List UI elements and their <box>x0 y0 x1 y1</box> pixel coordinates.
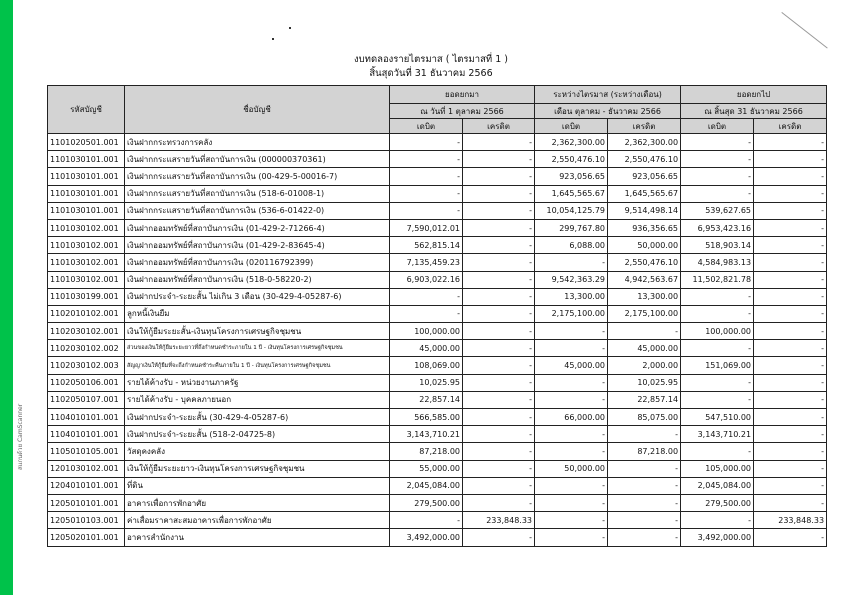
scanner-watermark: สแกนด้วย CamScanner <box>17 403 24 470</box>
cell-opening-credit: - <box>463 202 535 219</box>
cell-closing-credit: - <box>754 391 827 408</box>
cell-account-code: 1102010102.001 <box>48 305 125 322</box>
cell-opening-credit: - <box>463 529 535 546</box>
cell-account-code: 1101030102.001 <box>48 219 125 236</box>
cell-account-name: สัญญาเงินให้กู้ยืมที่จะถึงกำหนดชำระคืนภายใน 1 ปี - เงินทุนโครงการเศรษฐกิจชุมชน <box>125 357 390 374</box>
scan-speck <box>289 27 291 29</box>
cell-opening-debit: 3,143,710.21 <box>390 426 463 443</box>
cell-account-name: เงินฝากประจำ-ระยะสั้น (30-429-4-05287-6) <box>125 409 390 426</box>
cell-opening-credit: - <box>463 409 535 426</box>
cell-opening-debit: - <box>390 202 463 219</box>
cell-opening-credit: - <box>463 168 535 185</box>
header-closing: ยอดยกไป <box>681 86 827 104</box>
cell-account-code: 1201030102.001 <box>48 460 125 477</box>
cell-closing-credit: 233,848.33 <box>754 512 827 529</box>
cell-period-credit: - <box>608 323 681 340</box>
cell-opening-credit: - <box>463 391 535 408</box>
cell-account-name: ที่ดิน <box>125 477 390 494</box>
cell-opening-credit: - <box>463 374 535 391</box>
cell-account-code: 1101030101.001 <box>48 151 125 168</box>
cell-account-name: เงินฝากกระแสรายวันที่สถาบันการเงิน (536-6-01422-0) <box>125 202 390 219</box>
cell-closing-debit: - <box>681 134 754 151</box>
cell-opening-credit: - <box>463 134 535 151</box>
cell-closing-debit: 105,000.00 <box>681 460 754 477</box>
cell-account-code: 1102030102.002 <box>48 340 125 357</box>
report-title: งบทดลองรายไตรมาส ( ไตรมาสที่ 1 ) <box>354 54 508 65</box>
cell-account-name: รายได้ค้างรับ - หน่วยงานภาครัฐ <box>125 374 390 391</box>
cell-period-credit: 2,175,100.00 <box>608 305 681 322</box>
cell-opening-debit: 3,492,000.00 <box>390 529 463 546</box>
cell-period-debit: 13,300.00 <box>535 288 608 305</box>
header-opening-date: ณ วันที่ 1 ตุลาคม 2566 <box>390 104 535 119</box>
cell-period-credit: - <box>608 460 681 477</box>
cell-period-debit: 66,000.00 <box>535 409 608 426</box>
cell-opening-debit: 566,585.00 <box>390 409 463 426</box>
cell-account-name: วัสดุคงคลัง <box>125 443 390 460</box>
cell-opening-debit: 6,903,022.16 <box>390 271 463 288</box>
trial-balance-table <box>47 85 827 547</box>
cell-opening-debit: - <box>390 151 463 168</box>
cell-period-debit: 923,056.65 <box>535 168 608 185</box>
cell-closing-credit: - <box>754 254 827 271</box>
header-account-code: รหัสบัญชี <box>48 86 125 134</box>
cell-account-code: 1101030102.001 <box>48 254 125 271</box>
cell-opening-debit: 87,218.00 <box>390 443 463 460</box>
cell-period-debit: - <box>535 443 608 460</box>
header-period-range: เดือน ตุลาคม - ธันวาคม 2566 <box>535 104 681 119</box>
cell-closing-credit: - <box>754 134 827 151</box>
cell-opening-debit: 562,815.14 <box>390 237 463 254</box>
cell-closing-debit: 151,069.00 <box>681 357 754 374</box>
cell-period-credit: 1,645,565.67 <box>608 185 681 202</box>
cell-opening-credit: 233,848.33 <box>463 512 535 529</box>
cell-closing-debit: 4,584,983.13 <box>681 254 754 271</box>
cell-period-credit: 4,942,563.67 <box>608 271 681 288</box>
table-row <box>48 426 827 443</box>
header-opening: ยอดยกมา <box>390 86 535 104</box>
cell-closing-credit: - <box>754 271 827 288</box>
cell-opening-debit: - <box>390 512 463 529</box>
cell-closing-credit: - <box>754 374 827 391</box>
table-row <box>48 340 827 357</box>
cell-closing-debit: - <box>681 512 754 529</box>
cell-period-credit: 2,550,476.10 <box>608 151 681 168</box>
table-row <box>48 357 827 374</box>
cell-period-credit: - <box>608 529 681 546</box>
cell-period-credit: 22,857.14 <box>608 391 681 408</box>
cell-period-debit: 9,542,363.29 <box>535 271 608 288</box>
cell-opening-credit: - <box>463 219 535 236</box>
cell-period-debit: 45,000.00 <box>535 357 608 374</box>
header-closing-credit: เครดิต <box>754 119 827 134</box>
cell-closing-debit: - <box>681 305 754 322</box>
cell-period-debit: 2,362,300.00 <box>535 134 608 151</box>
table-row <box>48 391 827 408</box>
table-row <box>48 185 827 202</box>
cell-period-credit: 2,000.00 <box>608 357 681 374</box>
cell-account-name: เงินฝากออมทรัพย์ที่สถาบันการเงิน (01-429-2-83645-4) <box>125 237 390 254</box>
cell-closing-credit: - <box>754 219 827 236</box>
cell-opening-debit: - <box>390 288 463 305</box>
cell-opening-credit: - <box>463 460 535 477</box>
cell-period-credit: 2,362,300.00 <box>608 134 681 151</box>
cell-period-credit: - <box>608 426 681 443</box>
cell-account-name: เงินฝากประจำ-ระยะสั้น (518-2-04725-8) <box>125 426 390 443</box>
table-row <box>48 477 827 494</box>
cell-closing-credit: - <box>754 185 827 202</box>
cell-period-credit: 936,356.65 <box>608 219 681 236</box>
cell-opening-credit: - <box>463 151 535 168</box>
cell-account-name: เงินให้กู้ยืมระยะยาว-เงินทุนโครงการเศรษฐกิจชุมชน <box>125 460 390 477</box>
cell-account-code: 1102030102.001 <box>48 323 125 340</box>
table-row <box>48 219 827 236</box>
header-opening-credit: เครดิต <box>463 119 535 134</box>
cell-opening-credit: - <box>463 185 535 202</box>
cell-closing-credit: - <box>754 460 827 477</box>
cell-opening-credit: - <box>463 271 535 288</box>
cell-account-code: 1101030101.001 <box>48 185 125 202</box>
cell-opening-credit: - <box>463 443 535 460</box>
cell-opening-credit: - <box>463 237 535 254</box>
table-row <box>48 323 827 340</box>
cell-account-name: เงินฝากออมทรัพย์ที่สถาบันการเงิน (01-429-2-71266-4) <box>125 219 390 236</box>
cell-period-credit: 10,025.95 <box>608 374 681 391</box>
report-header <box>300 53 562 81</box>
cell-closing-debit: 539,627.65 <box>681 202 754 219</box>
cell-opening-debit: 45,000.00 <box>390 340 463 357</box>
cell-closing-credit: - <box>754 357 827 374</box>
cell-opening-credit: - <box>463 288 535 305</box>
table-row <box>48 460 827 477</box>
cell-opening-debit: 2,045,084.00 <box>390 477 463 494</box>
cell-closing-debit: 11,502,821.78 <box>681 271 754 288</box>
cell-account-code: 1101030101.001 <box>48 202 125 219</box>
table-row <box>48 202 827 219</box>
header-closing-date: ณ สิ้นสุด 31 ธันวาคม 2566 <box>681 104 827 119</box>
cell-period-debit: - <box>535 477 608 494</box>
cell-period-credit: 50,000.00 <box>608 237 681 254</box>
cell-account-code: 1205010103.001 <box>48 512 125 529</box>
cell-opening-debit: 55,000.00 <box>390 460 463 477</box>
cell-opening-debit: 10,025.95 <box>390 374 463 391</box>
table-row <box>48 271 827 288</box>
cell-account-code: 1101020501.001 <box>48 134 125 151</box>
cell-closing-debit: 279,500.00 <box>681 494 754 511</box>
cell-account-code: 1205010101.001 <box>48 494 125 511</box>
cell-closing-credit: - <box>754 340 827 357</box>
cell-account-name: เงินฝากกระทรวงการคลัง <box>125 134 390 151</box>
header-period: ระหว่างไตรมาส (ระหว่างเดือน) <box>535 86 681 104</box>
table-row <box>48 374 827 391</box>
cell-period-debit: 10,054,125.79 <box>535 202 608 219</box>
cell-closing-credit: - <box>754 443 827 460</box>
cell-closing-credit: - <box>754 202 827 219</box>
cell-closing-credit: - <box>754 494 827 511</box>
cell-opening-debit: - <box>390 168 463 185</box>
table-row <box>48 151 827 168</box>
header-opening-debit: เดบิต <box>390 119 463 134</box>
table-row <box>48 288 827 305</box>
cell-period-debit: - <box>535 529 608 546</box>
cell-period-debit: - <box>535 512 608 529</box>
cell-period-credit: 13,300.00 <box>608 288 681 305</box>
cell-opening-debit: 22,857.14 <box>390 391 463 408</box>
cell-account-name: เงินฝากประจำ-ระยะสั้น ไม่เกิน 3 เดือน (30-429-4-05287-6) <box>125 288 390 305</box>
cell-closing-debit: - <box>681 374 754 391</box>
cell-account-code: 1101030102.001 <box>48 271 125 288</box>
cell-account-name: เงินฝากกระแสรายวันที่สถาบันการเงิน (518-6-01008-1) <box>125 185 390 202</box>
cell-period-credit: 9,514,498.14 <box>608 202 681 219</box>
cell-closing-debit: 2,045,084.00 <box>681 477 754 494</box>
scan-mark <box>781 12 827 48</box>
cell-period-debit: - <box>535 323 608 340</box>
cell-account-name: ลูกหนี้เงินยืม <box>125 305 390 322</box>
cell-period-credit: 87,218.00 <box>608 443 681 460</box>
cell-period-debit: - <box>535 426 608 443</box>
table-row <box>48 168 827 185</box>
cell-period-credit: - <box>608 512 681 529</box>
cell-account-name: เงินฝากออมทรัพย์ที่สถาบันการเงิน (518-0-58220-2) <box>125 271 390 288</box>
cell-period-credit: 2,550,476.10 <box>608 254 681 271</box>
cell-opening-credit: - <box>463 477 535 494</box>
cell-period-debit: - <box>535 254 608 271</box>
table-row <box>48 512 827 529</box>
cell-period-credit: - <box>608 477 681 494</box>
cell-period-debit: 2,550,476.10 <box>535 151 608 168</box>
cell-closing-debit: - <box>681 185 754 202</box>
cell-closing-debit: 3,143,710.21 <box>681 426 754 443</box>
cell-period-credit: 45,000.00 <box>608 340 681 357</box>
cell-closing-debit: 6,953,423.16 <box>681 219 754 236</box>
cell-closing-credit: - <box>754 409 827 426</box>
cell-account-code: 1105010105.001 <box>48 443 125 460</box>
scan-edge-bar <box>0 0 13 595</box>
cell-closing-debit: 100,000.00 <box>681 323 754 340</box>
table-row <box>48 134 827 151</box>
cell-period-debit: 1,645,565.67 <box>535 185 608 202</box>
cell-opening-debit: 7,590,012.01 <box>390 219 463 236</box>
cell-opening-credit: - <box>463 254 535 271</box>
cell-closing-debit: - <box>681 288 754 305</box>
cell-period-debit: 299,767.80 <box>535 219 608 236</box>
cell-account-name: รายได้ค้างรับ - บุคคลภายนอก <box>125 391 390 408</box>
cell-account-code: 1204010101.001 <box>48 477 125 494</box>
cell-closing-credit: - <box>754 237 827 254</box>
cell-period-debit: - <box>535 340 608 357</box>
cell-period-debit: - <box>535 391 608 408</box>
cell-opening-debit: 279,500.00 <box>390 494 463 511</box>
cell-closing-debit: 518,903.14 <box>681 237 754 254</box>
cell-period-credit: 923,056.65 <box>608 168 681 185</box>
table-row <box>48 409 827 426</box>
cell-account-name: เงินฝากออมทรัพย์ที่สถาบันการเงิน (020116792399) <box>125 254 390 271</box>
cell-closing-debit: - <box>681 443 754 460</box>
table-row <box>48 305 827 322</box>
cell-period-debit: 50,000.00 <box>535 460 608 477</box>
cell-closing-credit: - <box>754 288 827 305</box>
table-row <box>48 443 827 460</box>
cell-closing-credit: - <box>754 323 827 340</box>
cell-period-credit: - <box>608 494 681 511</box>
cell-closing-credit: - <box>754 168 827 185</box>
cell-closing-debit: - <box>681 168 754 185</box>
cell-account-name: เงินฝากกระแสรายวันที่สถาบันการเงิน (00-429-5-00016-7) <box>125 168 390 185</box>
cell-closing-credit: - <box>754 529 827 546</box>
cell-opening-debit: 108,069.00 <box>390 357 463 374</box>
cell-period-debit: 2,175,100.00 <box>535 305 608 322</box>
header-period-credit: เครดิต <box>608 119 681 134</box>
table-row <box>48 494 827 511</box>
cell-account-code: 1104010101.001 <box>48 409 125 426</box>
scan-speck <box>272 38 274 40</box>
cell-opening-credit: - <box>463 494 535 511</box>
cell-opening-credit: - <box>463 357 535 374</box>
cell-account-name: อาคารสำนักงาน <box>125 529 390 546</box>
cell-opening-credit: - <box>463 426 535 443</box>
cell-closing-debit: 3,492,000.00 <box>681 529 754 546</box>
cell-opening-debit: - <box>390 185 463 202</box>
cell-closing-debit: 547,510.00 <box>681 409 754 426</box>
cell-account-name: เงินฝากกระแสรายวันที่สถาบันการเงิน (000000370361) <box>125 151 390 168</box>
cell-account-code: 1101030199.001 <box>48 288 125 305</box>
cell-opening-credit: - <box>463 305 535 322</box>
table-row <box>48 237 827 254</box>
cell-closing-credit: - <box>754 151 827 168</box>
cell-account-name: ค่าเสื่อมราคาสะสมอาคารเพื่อการพักอาศัย <box>125 512 390 529</box>
cell-account-code: 1104010101.001 <box>48 426 125 443</box>
report-subtitle: สิ้นสุดวันที่ 31 ธันวาคม 2566 <box>369 68 493 79</box>
cell-account-code: 1102050106.001 <box>48 374 125 391</box>
header-account-name: ชื่อบัญชี <box>125 86 390 134</box>
cell-closing-credit: - <box>754 426 827 443</box>
cell-account-name: อาคารเพื่อการพักอาศัย <box>125 494 390 511</box>
cell-period-credit: 85,075.00 <box>608 409 681 426</box>
cell-closing-debit: - <box>681 391 754 408</box>
cell-period-debit: - <box>535 374 608 391</box>
cell-opening-credit: - <box>463 340 535 357</box>
cell-opening-credit: - <box>463 323 535 340</box>
cell-closing-debit: - <box>681 151 754 168</box>
cell-closing-debit: - <box>681 340 754 357</box>
cell-closing-credit: - <box>754 305 827 322</box>
cell-account-code: 1102050107.001 <box>48 391 125 408</box>
cell-period-debit: - <box>535 494 608 511</box>
header-period-debit: เดบิต <box>535 119 608 134</box>
cell-account-code: 1101030101.001 <box>48 168 125 185</box>
cell-period-debit: 6,088.00 <box>535 237 608 254</box>
cell-account-code: 1205020101.001 <box>48 529 125 546</box>
cell-account-code: 1102030102.003 <box>48 357 125 374</box>
header-closing-debit: เดบิต <box>681 119 754 134</box>
table-row <box>48 529 827 546</box>
cell-account-name: เงินให้กู้ยืมระยะสั้น-เงินทุนโครงการเศรษฐกิจชุมชน <box>125 323 390 340</box>
cell-account-code: 1101030102.001 <box>48 237 125 254</box>
table-row <box>48 254 827 271</box>
cell-opening-debit: - <box>390 305 463 322</box>
cell-opening-debit: 7,135,459.23 <box>390 254 463 271</box>
cell-opening-debit: - <box>390 134 463 151</box>
cell-opening-debit: 100,000.00 <box>390 323 463 340</box>
cell-account-name: ส่วนของเงินให้กู้ยืมระยะยาวที่ถึงกำหนดชำระภายใน 1 ปี - เงินทุนโครงการเศรษฐกิจชุมชน <box>125 340 390 357</box>
cell-closing-credit: - <box>754 477 827 494</box>
